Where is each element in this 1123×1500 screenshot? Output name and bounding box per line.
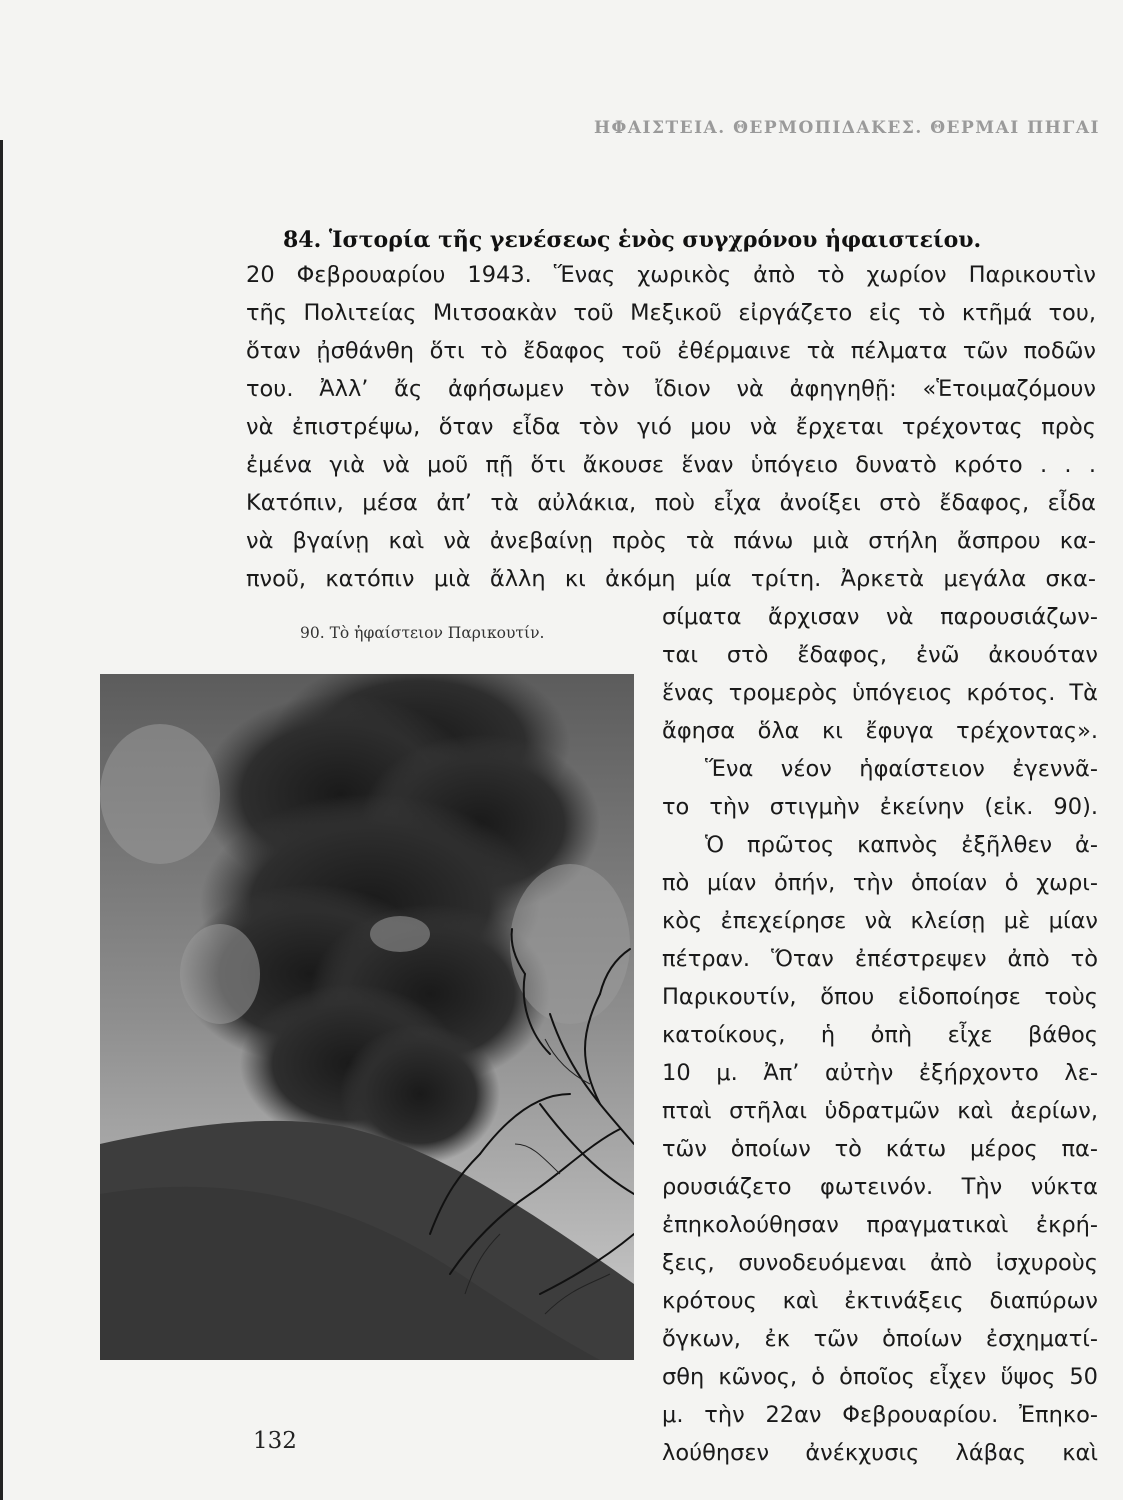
column-line: κὸς ἐπεχείρησε νὰ κλείσῃ μὲ μίαν — [662, 908, 1098, 934]
column-line: ξεις, συνοδευόμεναι ἀπὸ ἰσχυροὺς — [662, 1250, 1098, 1276]
column-line: ἄφησα ὅλα κι ἔφυγα τρέχοντας». — [662, 718, 1098, 744]
column-line: μ. τὴν 22αν Φεβρουαρίου. Ἐπηκο- — [662, 1402, 1098, 1428]
column-line: σίματα ἄρχισαν νὰ παρουσιάζων- — [662, 604, 1098, 630]
body-line: ὅταν ᾐσθάνθη ὅτι τὸ ἔδαφος τοῦ ἐθέρμαινε τὰ πέλματα τῶν ποδῶν — [246, 338, 1096, 364]
column-line: λούθησεν ἀνέκχυσις λάβας καὶ — [662, 1440, 1098, 1466]
section-heading: 84. Ἱστορία τῆς γενέσεως ἑνὸς συγχρόνου ἡφαιστείου. — [283, 227, 982, 253]
body-line: τῆς Πολιτείας Μιτσοακὰν τοῦ Μεξικοῦ εἰργάζετο εἰς τὸ κτῆμά του, — [246, 300, 1096, 326]
body-line: πνοῦ, κατόπιν μιὰ ἄλλη κι ἀκόμη μία τρίτη. Ἀρκετὰ μεγάλα σκα- — [246, 566, 1096, 592]
column-line: ὄγκων, ἐκ τῶν ὁποίων ἐσχηματί- — [662, 1326, 1098, 1352]
column-line: το τὴν στιγμὴν ἐκείνην (εἰκ. 90). — [662, 794, 1098, 820]
column-line: 10 μ. Ἀπ’ αὐτὴν ἐξήρχοντο λε- — [662, 1060, 1098, 1086]
column-line: πὸ μίαν ὀπήν, τὴν ὁποίαν ὁ χωρι- — [662, 870, 1098, 896]
column-line: ται στὸ ἔδαφος, ἐνῶ ἀκουόταν — [662, 642, 1098, 668]
body-line: Κατόπιν, μέσα ἀπ’ τὰ αὐλάκια, ποὺ εἶχα ἀνοίξει στὸ ἔδαφος, εἶδα — [246, 490, 1096, 516]
body-line: ἐμένα γιὰ νὰ μοῦ πῇ ὅτι ἄκουσε ἕναν ὑπόγειο δυνατὸ κρότο . . . — [246, 452, 1096, 478]
page-number: 132 — [253, 1428, 297, 1454]
column-line: Ἕνα νέον ἡφαίστειον ἐγεννᾶ- — [705, 756, 1098, 782]
body-line: 20 Φεβρουαρίου 1943. Ἕνας χωρικὸς ἀπὸ τὸ χωρίον Παρικουτὶν — [246, 262, 1096, 288]
column-line: Παρικουτίν, ὅπου εἰδοποίησε τοὺς — [662, 984, 1098, 1010]
column-line: Ὁ πρῶτος καπνὸς ἐξῆλθεν ἀ- — [705, 832, 1098, 858]
volcano-photo — [100, 674, 634, 1360]
column-line: ρουσιάζετο φωτεινόν. Τὴν νύκτα — [662, 1174, 1098, 1200]
column-line: πέτραν. Ὅταν ἐπέστρεψεν ἀπὸ τὸ — [662, 946, 1098, 972]
column-line: κρότους καὶ ἐκτινάξεις διαπύρων — [662, 1288, 1098, 1314]
page-edge — [0, 140, 3, 1500]
column-line: κατοίκους, ἡ ὀπὴ εἶχε βάθος — [662, 1022, 1098, 1048]
column-line: τῶν ὁποίων τὸ κάτω μέρος πα- — [662, 1136, 1098, 1162]
body-line: νὰ βγαίνῃ καὶ νὰ ἀνεβαίνῃ πρὸς τὰ πάνω μιὰ στήλη ἄσπρου κα- — [246, 528, 1096, 554]
body-line: του. Ἀλλ’ ἄς ἀφήσωμεν τὸν ἴδιον νὰ ἀφηγηθῇ: «Ἑτοιμαζόμουν — [246, 376, 1096, 402]
column-line: ἐπηκολούθησαν πραγματικαὶ ἐκρή- — [662, 1212, 1098, 1238]
column-line: ἕνας τρομερὸς ὑπόγειος κρότος. Τὰ — [662, 680, 1098, 706]
body-line: νὰ ἐπιστρέψω, ὅταν εἶδα τὸν γιό μου νὰ ἔρχεται τρέχοντας πρὸς — [246, 414, 1096, 440]
figure-caption: 90. Τὸ ἡφαίστειον Παρικουτίν. — [300, 624, 545, 642]
column-line: πταὶ στῆλαι ὑδρατμῶν καὶ ἀερίων, — [662, 1098, 1098, 1124]
column-line: σθη κῶνος, ὁ ὁποῖος εἶχεν ὕψος 50 — [662, 1364, 1098, 1390]
running-head: ΗΦΑΙΣΤΕΙΑ. ΘΕΡΜΟΠΙΔΑΚΕΣ. ΘΕΡΜΑΙ ΠΗΓΑΙ — [593, 118, 1100, 138]
